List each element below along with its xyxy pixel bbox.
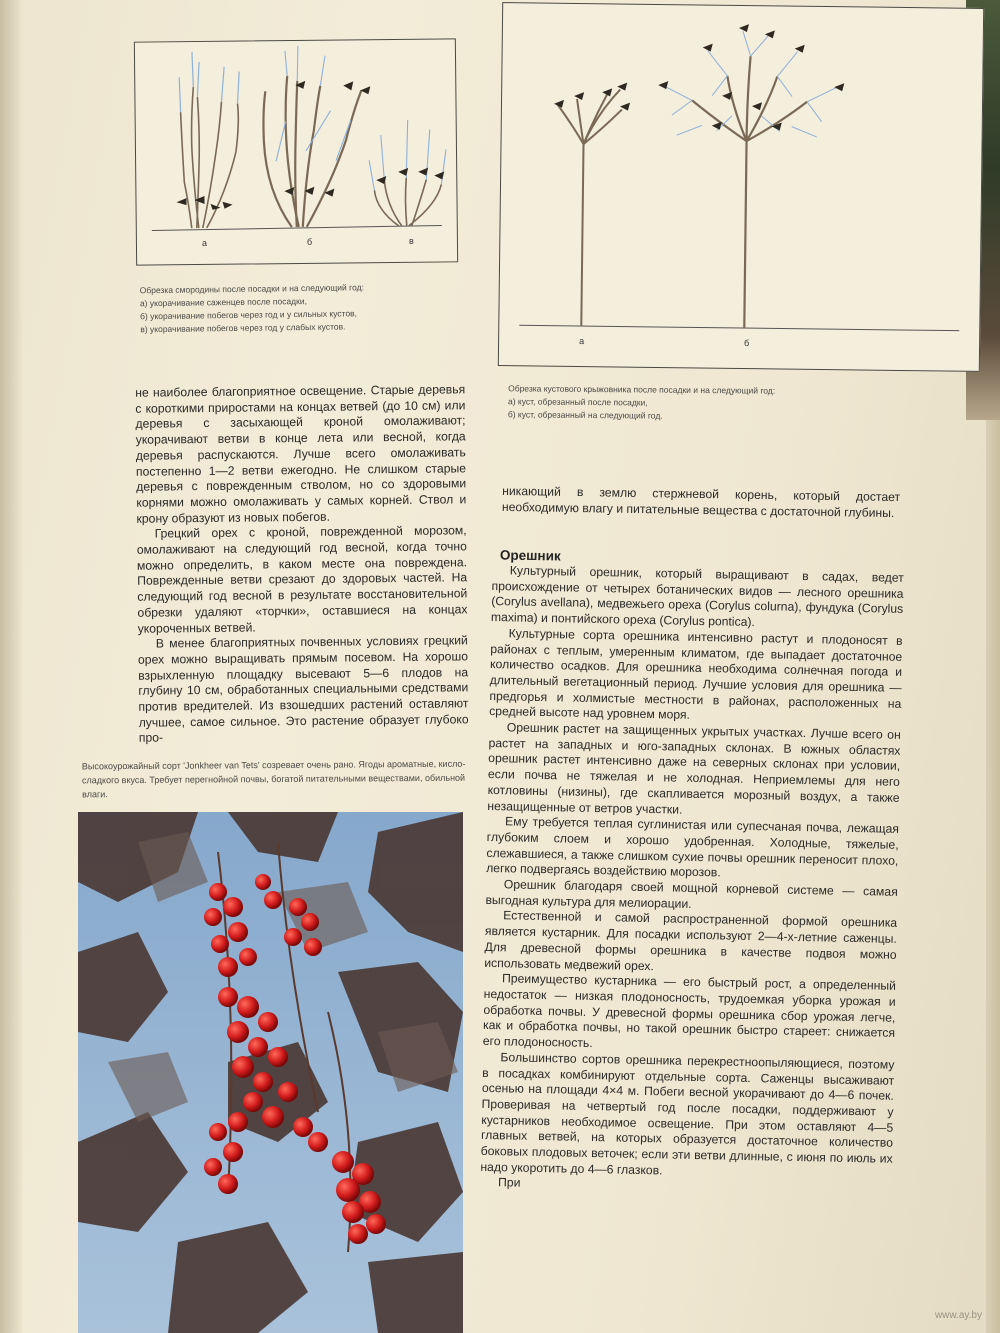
- caption-line: в) укорачивание побегов через год у слабых кустов.: [140, 321, 346, 335]
- paragraph: Орешник растет на защищенных укрытых участках. Лучше всего он растет на западных и юго-западных склонах. В южных областях орешник растет интенсивно даже на северных склонах при условии, если почва не тяжелая и не холодная. Неприемлемы для него котловины (низины), где скапливается морозный воздух, а также незащищенные от ветров участки.: [487, 720, 901, 817]
- paragraph: При: [497, 1175, 521, 1191]
- paragraph: Культурные сорта орешника интенсивно растут и плодоносят в районах с теплым, умеренным климатом, где выпадает достаточное количество осадков. Для орешника необходима солнечная погода и длительный вегетационный период. Лучшие условия для орешника — предгорья и холмистые местности в районах, расположенных на средней высоте над уровнем моря.: [489, 626, 903, 723]
- paragraph: В менее благоприятных почвенных условиях грецкий орех можно выращивать прямым посевом. На хорошо взрыхленную площадку высевают 5—6 плодов на глубину 10 см, обработанных специальными средствами против вредителей. Из взошедших растений оставляют лучшее, самое сильное. Это растение образует глубоко про-: [137, 633, 469, 746]
- paragraph: Большинство сортов орешника перекрестноопыляющиеся, поэтому в посадках комбинируют отдельные сорта. Саженцы высаживают осенью на площади 4×4 м. Побеги весной укорачивают до 4—6 почек. Проверивая на четвертый год после посадки, поддерживают у кустарников необходимое освещение. При этом оставляют 4—5 главных ветвей, на которых образуется достаточное количество боковых плодовых веточек; если эти ветви длинные, с июня по июль их надо укоротить до 4—6 глазков.: [480, 1050, 895, 1178]
- currant-pruning-figure: [134, 38, 458, 265]
- figure-label-b: б: [306, 236, 313, 247]
- watermark: www.ay.by: [934, 1310, 982, 1321]
- paragraph: Культурный орешник, который выращивают в садах, ведет происхождение от четырех ботанических видов — лесного орешника (Corylus avellana), медвежьего ореха (Corylus colurna), фундука (Corylus maxima) и понтийского ореха (Corylus pontica).: [490, 563, 904, 630]
- red-currant-photo: [78, 812, 463, 1333]
- figure-label-a: а: [579, 336, 585, 347]
- gooseberry-pruning-figure: [498, 2, 984, 372]
- paragraph: Ему требуется теплая суглинистая или супесчаная почва, лежащая глубоким слоем и хорошо удобренная. Холодные, тяжелые, слежавшиеся, а также слишком сухие почвы орешник переносит плохо, легко подвергаясь воздействию морозов.: [486, 814, 900, 880]
- paragraph: Преимущество кустарника — его быстрый рост, а определенный недостаток — низкая плодоносность, трудоемкая уборка урожая и обработка почвы. У древесной формы орешника сбор урожая легче, как и обработка почвы, но такой орешник быстро стареет: снижается его плодоносность.: [482, 971, 897, 1051]
- figure-label-a: а: [201, 237, 208, 248]
- paragraph: Грецкий орех с кроной, поврежденной морозом, омолаживают на следующий год весной, когда точно можно определить, в каком месте она повреждена. Поврежденные ветви срезают до здоровых частей. На следующий год весной в результате восстановительной обрезки удаляют «торчки», оставшиеся на концах укороченных ветвей.: [136, 523, 468, 636]
- gooseberry-figure-caption: [508, 382, 898, 424]
- caption-line: б) куст, обрезанный на следующий год.: [507, 409, 663, 421]
- caption-line: б) укорачивание побегов через год и у сильных кустов,: [140, 308, 358, 322]
- paragraph: Естественной и самой распространенной формой орешника является кустарник. Для посадки используют 2—4-х-летние саженцы. Для древесной формы орешника в качестве подвоя можно использовать медвежий орех.: [484, 908, 898, 973]
- left-column-text: [135, 382, 469, 747]
- photo-caption: Высокоурожайный сорт 'Jonkheer van Tets' созревает очень рано. Ягоды ароматные, кисло-сладкого вкуса. Требует перегнойной почвы, богатой питательными веществами, обильной влаги.: [81, 758, 466, 800]
- right-column-text: [480, 563, 904, 1199]
- caption-line: Обрезка кустового крыжовника после посадки и на следующий год:: [508, 383, 776, 396]
- currant-pruning-illustration: [135, 39, 457, 264]
- page-gutter-shadow: [0, 0, 22, 1333]
- caption-line: а) укорачивание саженцев после посадки,: [139, 295, 308, 309]
- right-column-continuation: никающий в землю стержневой корень, который достает необходимую влагу и питательные вещества с достаточной глубины.: [501, 483, 901, 520]
- caption-line: Обрезка смородины после посадки и на следующий год:: [139, 282, 364, 296]
- gooseberry-pruning-illustration: [499, 3, 983, 371]
- caption-line: а) куст, обрезанный после посадки,: [507, 396, 648, 408]
- section-heading: Орешник: [499, 547, 561, 564]
- next-page-edge: [986, 420, 1000, 1333]
- figure-label-b: б: [744, 338, 750, 349]
- currant-figure-caption: [140, 280, 471, 337]
- figure-label-c: в: [408, 235, 414, 246]
- paragraph: Орешник благодаря своей мощной корневой системе — самая выгодная культура для мелиорации.: [485, 877, 898, 911]
- paragraph: не наиболее благоприятное освещение. Старые деревья с короткими приростами на концах ветвей (до 10 см) или деревья с засыхающей кроной омолаживают; укорачивают ветви в конце лета или весной, когда деревья распускаются. Лучше всего омолаживать постепенно 1—2 ветви ежегодно. Не слишком старые деревья с поврежденным стволом, но со здоровыми корнями можно омолаживать у самых корней. Ствол и крону образуют из новых побегов.: [135, 382, 467, 526]
